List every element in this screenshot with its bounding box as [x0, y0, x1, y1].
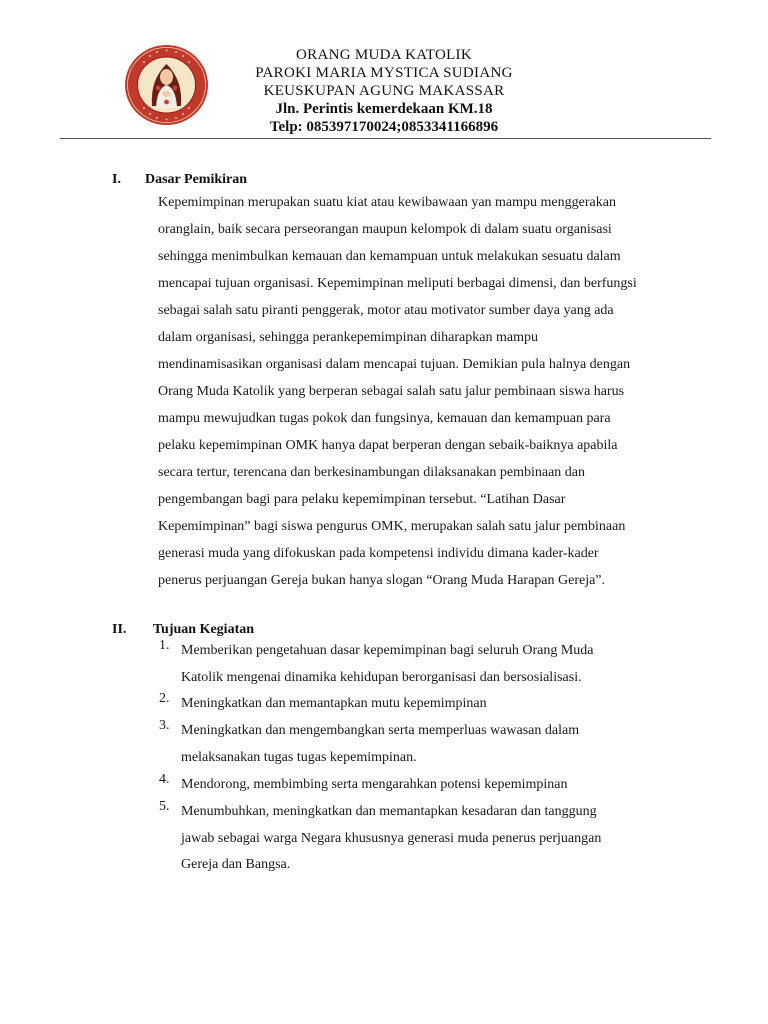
organization-name: ORANG MUDA KATOLIK — [296, 47, 472, 63]
paragraph-line: generasi muda yang difokuskan pada kompetensi individu dimana kader-kader — [158, 546, 599, 561]
list-line: melaksanakan tugas tugas kepemimpinan. — [181, 749, 417, 765]
paragraph-line: sehingga menimbulkan kemauan dan kemampuan untuk melakukan sesuatu dalam — [158, 249, 621, 264]
paragraph-line: Orang Muda Katolik yang berperan sebagai salah satu jalur pembinaan siswa harus — [158, 384, 625, 399]
list-line: jawab sebagai warga Negara khususnya generasi muda penerus perjuangan — [181, 830, 602, 846]
list-line: Katolik mengenai dinamika kehidupan berorganisasi dan bersosialisasi. — [181, 669, 582, 685]
list-number: 5. — [159, 799, 170, 814]
letterhead-divider — [60, 138, 711, 139]
address: Jln. Perintis kemerdekaan KM.18 — [275, 101, 493, 117]
diocese-name: KEUSKUPAN AGUNG MAKASSAR — [263, 83, 505, 99]
list-line: Menumbuhkan, meningkatkan dan memantapkan kesadaran dan tanggung — [181, 804, 597, 819]
section-number: I. — [112, 172, 121, 187]
letterhead — [210, 46, 558, 136]
list-line: Mendorong, membimbing serta mengarahkan potensi kepemimpinan — [181, 777, 568, 792]
paragraph-line: mendinamisasikan organisasi dalam mencapai tujuan. Demikian pula halnya dengan — [158, 357, 631, 372]
paragraph-line: secara tertur, terencana dan berkesinambungan dilaksanakan pembinaan dan — [158, 465, 586, 480]
parish-logo — [124, 44, 209, 126]
list-line: Meningkatkan dan memantapkan mutu kepemimpinan — [181, 696, 487, 711]
section-number: II. — [112, 622, 127, 637]
list-line: Memberikan pengetahuan dasar kepemimpinan bagi seluruh Orang Muda — [181, 643, 594, 658]
phone: Telp: 085397170024;0853341166896 — [269, 119, 499, 135]
list-line: Gereja dan Bangsa. — [181, 857, 291, 872]
paragraph-line: sebagai salah satu piranti penggerak, motor atau motivator sumber daya yang ada — [158, 303, 614, 318]
madonna-emblem-icon — [124, 44, 209, 126]
list-line: Meningkatkan dan mengembangkan serta memperluas wawasan dalam — [181, 723, 580, 738]
list-number: 2. — [159, 691, 170, 706]
paragraph-line: Kepemimpinan” bagi siswa pengurus OMK, merupakan salah satu jalur pembinaan — [158, 519, 626, 534]
paragraph-line: mampu mewujudkan tugas pokok dan fungsinya, kemauan dan kemampuan para — [158, 411, 611, 426]
paragraph-line: mencapai tujuan organisasi. Kepemimpinan meliputi berbagai dimensi, dan berfungsi — [158, 276, 637, 291]
list-number: 1. — [159, 638, 170, 653]
paragraph-line: pelaku kepemimpinan OMK hanya dapat berperan dengan sebaik-baiknya apabila — [158, 438, 618, 453]
paragraph-line: penerus perjuangan Gereja bukan hanya slogan “Orang Muda Harapan Gereja”. — [158, 573, 606, 588]
section-title: Tujuan Kegiatan — [153, 622, 255, 637]
paragraph-line: oranglain, baik secara perseorangan maupun kelompok di dalam suatu organisasi — [158, 222, 612, 237]
list-number: 4. — [159, 772, 170, 787]
parish-name: PAROKI MARIA MYSTICA SUDIANG — [255, 65, 513, 81]
section-title: Dasar Pemikiran — [145, 172, 248, 187]
paragraph-line: pengembangan bagi para pelaku kepemimpinan tersebut. “Latihan Dasar — [158, 492, 566, 507]
list-number: 3. — [159, 718, 170, 733]
paragraph-line: dalam organisasi, sehingga perankepemimpinan diharapkan mampu — [158, 330, 538, 345]
section-body — [158, 189, 637, 594]
paragraph-line: Kepemimpinan merupakan suatu kiat atau kewibawaan yan mampu menggerakan — [158, 195, 616, 210]
